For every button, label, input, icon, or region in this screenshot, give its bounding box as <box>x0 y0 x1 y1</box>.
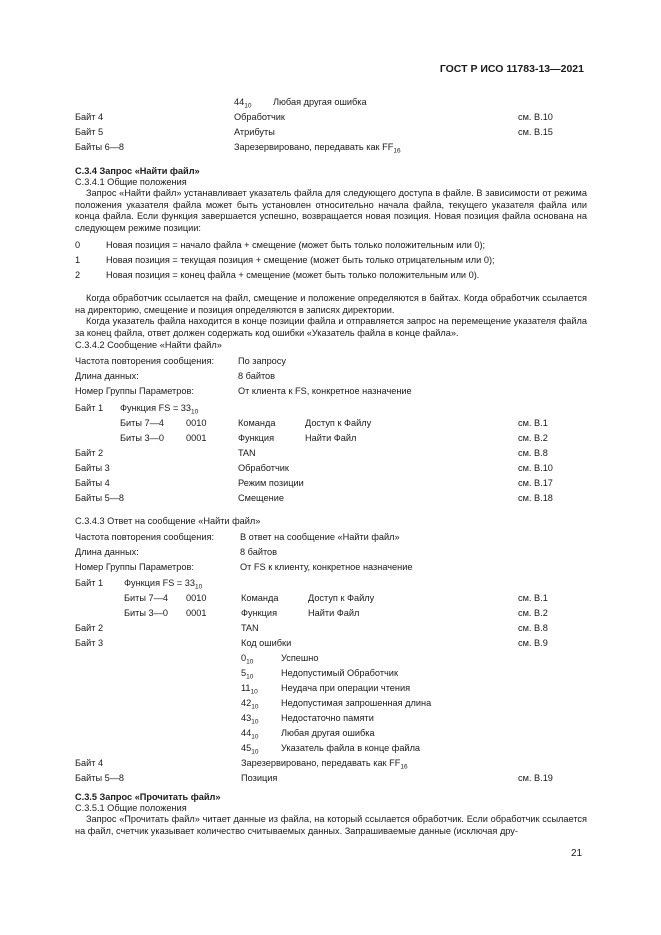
msg-byte1-label: Байт 1 <box>75 403 104 413</box>
msg-row-label: Байты 5—8 <box>75 493 125 503</box>
subsection-c342: C.3.4.2 Сообщение «Найти файл» <box>75 340 222 350</box>
mode-1-num: 1 <box>75 255 81 265</box>
top-byte5-desc: Атрибуты <box>234 127 275 137</box>
msg-len-value: 8 байтов <box>238 371 276 381</box>
error-code-num: $45_{10}$ <box>241 743 259 756</box>
paragraph-c34-intro: Запрос «Найти файл» устанавливает указатель файла для следующего доступа в файле. В зависимости от режима положения указателя файла может быть установлен относительно начала файла, текущего указателя файла или конца файла. Если функция завершается успешно, возвращается новая позиция. Новая позиция файла основана на следующем режиме позиции: <box>75 188 587 233</box>
msg-row-ref: см. B.18 <box>518 493 553 503</box>
resp-freq-value: В ответ на сообщение «Найти файл» <box>240 532 400 542</box>
mode-2-text: Новая позиция = конец файла + смещение (может быть только положительным или 0). <box>106 270 480 280</box>
resp-byte3-ref: см. B.9 <box>518 638 548 648</box>
resp-bits74-name: Команда <box>241 593 279 603</box>
resp-pgn-label: Номер Группы Параметров: <box>75 562 194 572</box>
top-byte5-ref: см. B.15 <box>518 127 553 137</box>
top-bytes68-label: Байты 6—8 <box>75 142 125 152</box>
top-error-text: Любая другая ошибка <box>273 97 367 107</box>
paragraph-c34-bytes: Когда обработчик ссылается на файл, смещение и положение определяются в байтах. Когда обработчик ссылается на директорию, смещение и позиция определяются в записях директории. Когда указатель файла находится в конце позиции файла и отправляется запрос на перемещение указателя файла за конец файла, ответ должен содержать код ошибки «Указатель файла в конце файла». <box>75 293 587 338</box>
resp-byte2-ref: см. B.8 <box>518 623 548 633</box>
resp-bits30-desc: Найти Файл <box>308 608 360 618</box>
resp-len-value: 8 байтов <box>240 547 278 557</box>
top-error-code-row: $44_{10}$ <box>234 97 252 110</box>
msg-bits30-val: 0001 <box>186 433 207 443</box>
resp-freq-label: Частота повторения сообщения: <box>75 532 215 542</box>
error-code-text: Неудача при операции чтения <box>281 683 411 693</box>
msg-row-ref: см. B.17 <box>518 478 553 488</box>
resp-byte2-label: Байт 2 <box>75 623 104 633</box>
resp-bits74-val: 0010 <box>186 593 207 603</box>
top-bytes68-desc: Зарезервировано, передавать как $FF_{16}$ <box>234 142 401 155</box>
msg-bits30-name: Функция <box>238 433 275 443</box>
msg-freq-value: По запросу <box>238 356 286 366</box>
error-code-num: $43_{10}$ <box>241 713 259 726</box>
msg-pgn-label: Номер Группы Параметров: <box>75 386 194 396</box>
msg-row-ref: см. B.8 <box>518 448 548 458</box>
mode-0-text: Новая позиция = начало файла + смещение (может быть только положительным или 0); <box>106 240 486 250</box>
error-code-text: Успешно <box>281 653 319 663</box>
msg-bits30-desc: Найти Файл <box>305 433 357 443</box>
msg-byte1-func: Функция FS = $33_{10}$ <box>120 403 199 416</box>
error-code-text: Любая другая ошибка <box>281 728 375 738</box>
msg-row-label: Байты 4 <box>75 478 110 488</box>
resp-bits30-label: Биты 3—0 <box>124 608 168 618</box>
top-byte5-label: Байт 5 <box>75 127 104 137</box>
section-title-c34: C.3.4 Запрос «Найти файл» <box>75 166 200 176</box>
msg-pgn-value: От клиента к FS, конкретное назначение <box>238 386 412 396</box>
subsection-c341: C.3.4.1 Общие положения <box>75 177 187 187</box>
paragraph-c35-intro: Запрос «Прочитать файл» читает данные из файла, на который ссылается обработчик. Если обработчик ссылается на файл, счетчик указывает количество считываемых данных. Запрашиваемые данные (исключая дру- <box>75 814 587 836</box>
resp-byte3-desc: Код ошибки <box>241 638 292 648</box>
resp-bytes58-ref: см. B.19 <box>518 773 553 783</box>
mode-0-num: 0 <box>75 240 81 250</box>
msg-bits74-name: Команда <box>238 418 276 428</box>
msg-row-label: Байт 2 <box>75 448 104 458</box>
msg-row-label: Байты 3 <box>75 463 110 473</box>
resp-bits74-desc: Доступ к Файлу <box>308 593 375 603</box>
resp-byte1-label: Байт 1 <box>75 578 104 588</box>
msg-row-desc: TAN <box>238 448 256 458</box>
resp-byte4-label: Байт 4 <box>75 758 104 768</box>
resp-len-label: Длина данных: <box>75 547 139 557</box>
page-number: 21 <box>571 848 583 859</box>
msg-bits30-label: Биты 3—0 <box>120 433 164 443</box>
msg-row-desc: Обработчик <box>238 463 289 473</box>
msg-freq-label: Частота повторения сообщения: <box>75 356 215 366</box>
msg-row-ref: см. B.10 <box>518 463 553 473</box>
error-code-text: Недопустимая запрошенная длина <box>281 698 432 708</box>
resp-bytes58-label: Байты 5—8 <box>75 773 125 783</box>
resp-bits74-ref: см. B.1 <box>518 593 548 603</box>
msg-bits74-desc: Доступ к Файлу <box>305 418 372 428</box>
document-header: ГОСТ Р ИСО 11783-13—2021 <box>439 63 584 75</box>
resp-bits74-label: Биты 7—4 <box>124 593 168 603</box>
msg-bits74-label: Биты 7—4 <box>120 418 164 428</box>
error-code-text: Указатель файла в конце файла <box>281 743 421 753</box>
resp-byte2-desc: TAN <box>241 623 259 633</box>
error-code-text: Недопустимый Обработчик <box>281 668 398 678</box>
top-byte4-label: Байт 4 <box>75 112 104 122</box>
mode-1-text: Новая позиция = текущая позиция + смещение (может быть только отрицательным или 0); <box>106 255 495 265</box>
resp-byte1-func: Функция FS = $33_{10}$ <box>124 578 203 591</box>
resp-bits30-ref: см. B.2 <box>518 608 548 618</box>
error-code-num: $42_{10}$ <box>241 698 259 711</box>
resp-bits30-val: 0001 <box>186 608 207 618</box>
error-code-num: $0_{10}$ <box>241 653 254 666</box>
resp-byte3-label: Байт 3 <box>75 638 104 648</box>
top-byte4-ref: см. B.10 <box>518 112 553 122</box>
msg-bits30-ref: см. B.2 <box>518 433 548 443</box>
error-code-num: $5_{10}$ <box>241 668 254 681</box>
resp-pgn-value: От FS к клиенту, конкретное назначение <box>240 562 413 572</box>
subsection-c351: C.3.5.1 Общие положения <box>75 803 187 813</box>
top-byte4-desc: Обработчик <box>234 112 285 122</box>
error-code-num: $44_{10}$ <box>241 728 259 741</box>
error-code-num: $11_{10}$ <box>241 683 258 696</box>
msg-row-desc: Режим позиции <box>238 478 304 488</box>
msg-bits74-ref: см. B.1 <box>518 418 548 428</box>
error-code-text: Недостаточно памяти <box>281 713 374 723</box>
subsection-c343: C.3.4.3 Ответ на сообщение «Найти файл» <box>75 516 261 526</box>
msg-bits74-val: 0010 <box>186 418 207 428</box>
section-title-c35: C.3.5 Запрос «Прочитать файл» <box>75 792 221 802</box>
resp-byte4-desc: Зарезервировано, передавать как $FF_{16}$ <box>241 758 408 771</box>
mode-2-num: 2 <box>75 270 81 280</box>
resp-bits30-name: Функция <box>241 608 278 618</box>
resp-bytes58-desc: Позиция <box>241 773 278 783</box>
msg-len-label: Длина данных: <box>75 371 139 381</box>
msg-row-desc: Смещение <box>238 493 284 503</box>
